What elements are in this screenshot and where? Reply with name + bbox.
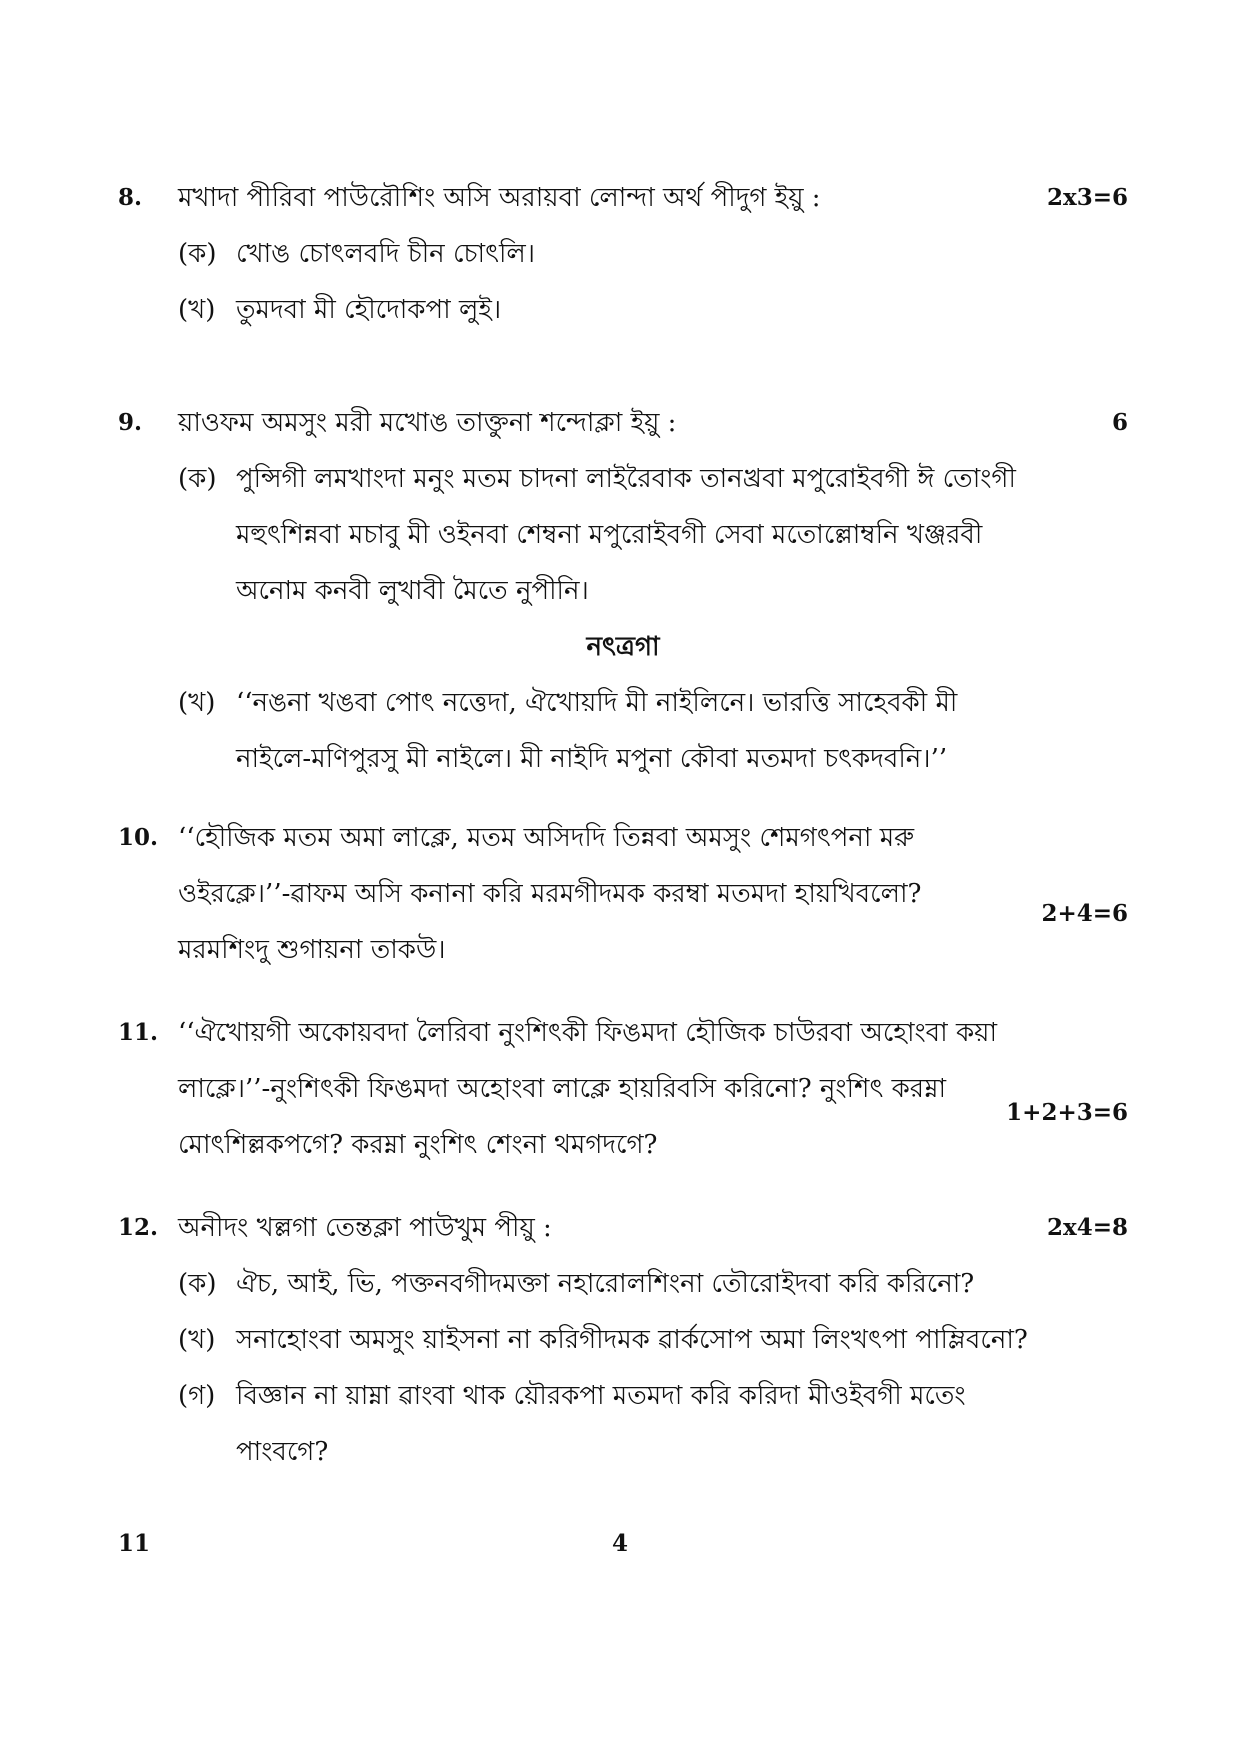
sub-question-text: পাংবগে? bbox=[236, 1437, 329, 1467]
question-text: য়াওফম অমসুং মরী মখোঙ তাক্তুনা শন্দোক্লা ইয়ু : bbox=[178, 408, 677, 438]
sub-question bbox=[118, 1368, 1128, 1424]
question-text-line bbox=[118, 900, 1128, 978]
question-marks: 2x4=8 bbox=[1047, 1214, 1128, 1241]
sub-question-text: ঐচ, আই, ভি, পক্তনবগীদমক্তা নহারোলশিংনা তৌরোইদবা করি করিনো? bbox=[236, 1269, 975, 1299]
question-12 bbox=[118, 1200, 1128, 1480]
question-marks: 2+4=6 bbox=[1041, 900, 1128, 927]
question-text: ‘‘হৌজিক মতম অমা লাক্লে, মতম অসিদদি তিন্নবা অমসুং শেমগৎপনা মরু bbox=[178, 823, 915, 853]
or-separator: নৎত্রগা bbox=[586, 632, 660, 662]
question-10 bbox=[118, 810, 1128, 978]
sub-question-label: (গ) bbox=[178, 1381, 216, 1411]
page-code: 11 bbox=[118, 1530, 151, 1557]
sub-question-label: (ক) bbox=[178, 239, 217, 269]
sub-question-label: (খ) bbox=[178, 295, 216, 325]
question-number: 8. bbox=[118, 184, 143, 211]
question-text: মখাদা পীরিবা পাউরৌশিং অসি অরায়বা লোন্দা অর্থ পীদুগ ইয়ু : bbox=[178, 183, 821, 213]
question-text-line bbox=[118, 866, 1128, 922]
sub-question-text: পুন্সিগী লমখাংদা মনুং মতম চাদনা লাইরৈবাক তানখ্রবা মপুরোইবগী ঈ তোংগী bbox=[236, 464, 1016, 494]
sub-question bbox=[118, 1256, 1128, 1312]
sub-question bbox=[118, 1312, 1128, 1368]
sub-question-continuation bbox=[118, 563, 1128, 619]
sub-question-continuation bbox=[118, 731, 1128, 787]
question-text: মোৎশিল্লকপগে? করম্না নুংশিৎ শেংনা থমগদগে? bbox=[178, 1130, 658, 1160]
sub-question-text: তুমদবা মী হৌদোকপা লুই। bbox=[236, 295, 502, 325]
question-text-line bbox=[118, 1061, 1128, 1117]
question-text: ওইরক্লে।’’-ৱাফম অসি কনানা করি মরমগীদমক করম্বা মতমদা হায়খিবলো? bbox=[178, 879, 922, 909]
question-text: মরমশিংদু শুগায়না তাকউ। bbox=[178, 935, 446, 965]
sub-question bbox=[118, 226, 1128, 282]
sub-question-label: (ক) bbox=[178, 464, 217, 494]
question-number: 9. bbox=[118, 409, 143, 436]
question-11 bbox=[118, 1005, 1128, 1173]
sub-question-a bbox=[118, 451, 1128, 507]
question-8 bbox=[118, 170, 1128, 338]
sub-question-text: বিজ্ঞান না য়াম্না ৱাংবা থাক য়ৌরকপা মতমদা করি করিদা মীওইবগী মতেং bbox=[236, 1381, 966, 1411]
sub-question-b bbox=[118, 675, 1128, 731]
question-text: লাক্লে।’’-নুংশিৎকী ফিঙমদা অহোংবা লাক্লে হায়রিবসি করিনো? নুংশিৎ করম্না bbox=[178, 1074, 947, 1104]
sub-question-label: (ক) bbox=[178, 1269, 217, 1299]
question-text: অনীদং খল্লগা তেন্তক্লা পাউখুম পীয়ু : bbox=[178, 1213, 552, 1243]
sub-question-text: সনাহোংবা অমসুং য়াইসনা না করিগীদমক ৱার্কসোপ অমা লিংখৎপা পাম্লিবনো? bbox=[236, 1325, 1028, 1355]
sub-question-text: ‘‘নঙনা খঙবা পোৎ নত্তেদা, ঐখোয়দি মী নাইলিনে। ভারত্তি সাহেবকী মী bbox=[236, 688, 958, 718]
sub-question-label: (খ) bbox=[178, 688, 216, 718]
question-marks: 6 bbox=[1111, 409, 1128, 436]
question-number: 12. bbox=[118, 1214, 159, 1241]
sub-question-label: (খ) bbox=[178, 1325, 216, 1355]
sub-question-continuation bbox=[118, 507, 1128, 563]
sub-question-text: মহুৎশিন্নবা মচাবু মী ওইনবা শেম্বনা মপুরোইবগী সেবা মতোল্লোম্বনি খঞ্জরবী bbox=[236, 520, 983, 550]
question-text: ‘‘ঐখোয়গী অকোয়বদা লৈরিবা নুংশিৎকী ফিঙমদা হৌজিক চাউরবা অহোংবা কয়া bbox=[178, 1018, 997, 1048]
sub-question-text: খোঙ চোৎলবদি চীন চোৎলি। bbox=[236, 239, 536, 269]
sub-question-text: নাইলে-মণিপুরসু মী নাইলে। মী নাইদি মপুনা কৌবা মতমদা চৎকদবনি।’’ bbox=[236, 744, 948, 774]
question-9 bbox=[118, 395, 1128, 787]
question-text-line bbox=[118, 1099, 1128, 1173]
question-number: 11. bbox=[118, 1019, 159, 1046]
question-marks: 2x3=6 bbox=[1047, 184, 1128, 211]
question-number: 10. bbox=[118, 824, 159, 851]
sub-question-text: অনোম কনবী লুখাবী মৈতে নুপীনি। bbox=[236, 576, 589, 606]
question-marks: 1+2+3=6 bbox=[1006, 1099, 1128, 1126]
sub-question bbox=[118, 282, 1128, 338]
sub-question-continuation bbox=[118, 1424, 1128, 1480]
page-number: 4 bbox=[612, 1530, 629, 1557]
